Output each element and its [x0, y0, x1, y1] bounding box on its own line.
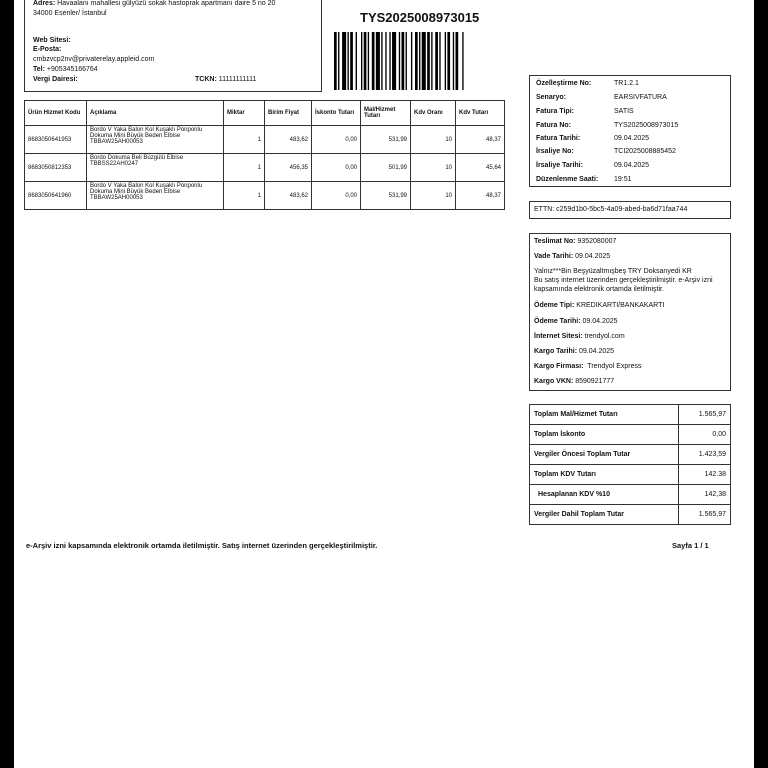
item-code: 8683050641960	[25, 182, 87, 210]
totals-row	[530, 445, 731, 465]
info-row	[530, 121, 730, 130]
item-vat-amount: 48,37	[456, 182, 505, 210]
footer-note: e-Arşiv izni kapsamında elektronik ortamda iletilmiştir. Satış internet üzerinden gerçekleştirilmiştir.	[26, 541, 378, 550]
barcode-bar	[361, 32, 362, 90]
barcode-bar	[456, 32, 459, 90]
item-description	[87, 182, 224, 210]
barcode-bar	[402, 32, 405, 90]
barcode-bar	[356, 32, 357, 90]
item-amount: 531,99	[361, 182, 411, 210]
delivery-no-label: Teslimat No:	[534, 238, 576, 245]
info-row	[530, 161, 730, 170]
address-line1: Havaalanı mahallesi gülyüzü sokak hastoprak apartmanı daire 5 no 20	[57, 0, 276, 7]
web-label: Web Sitesi:	[33, 37, 71, 44]
item-unit-price: 483,62	[265, 126, 312, 154]
item-unit-price: 456,35	[265, 154, 312, 182]
info-value: SATIS	[614, 108, 634, 115]
item-desc-line: TBBSS22AH0247	[90, 161, 139, 167]
ettn-box	[529, 201, 731, 219]
info-key: Fatura Tarihi:	[536, 135, 581, 142]
item-quantity: 1	[224, 154, 265, 182]
barcode-bar	[381, 32, 382, 90]
info-key: Fatura Tipi:	[536, 108, 574, 115]
barcode-bar	[376, 32, 380, 90]
header-vat-rate: Kdv Oranı	[411, 101, 456, 126]
header-description: Açıklama	[87, 101, 224, 126]
info-value: TYS2025008973015	[614, 122, 679, 129]
info-value: 19:51	[614, 176, 632, 183]
info-row	[530, 79, 730, 88]
item-description	[87, 126, 224, 154]
info-key: Fatura No:	[536, 122, 571, 129]
barcode-bar	[415, 32, 418, 90]
header-product-code: Ürün Hizmet Kodu	[25, 101, 87, 126]
items-header-row	[25, 101, 505, 126]
item-vat-rate: 10	[411, 126, 456, 154]
payment-type-label: Ödeme Tipi:	[534, 302, 575, 309]
header-unit-price: Birim Fiyat	[265, 101, 312, 126]
totals-label: Toplam İskonto	[530, 425, 679, 445]
payment-date-value: 09.04.2025	[582, 318, 618, 325]
item-vat-rate: 10	[411, 182, 456, 210]
barcode-bar	[385, 32, 386, 90]
info-row	[530, 134, 730, 143]
info-value: TR1.2.1	[614, 80, 639, 87]
info-key: Özelleştirme No:	[536, 80, 592, 87]
totals-label: Toplam KDV Tutarı	[530, 465, 679, 485]
header-amount: Mal/Hizmet Tutarı	[361, 101, 411, 126]
info-value: EARSIVFATURA	[614, 94, 667, 101]
email-label: E-Posta:	[33, 46, 62, 53]
table-row	[25, 182, 505, 210]
barcode-bar	[422, 32, 426, 90]
invoice-info-box	[529, 75, 731, 187]
phone-value: +905345166764	[46, 66, 98, 73]
info-value: TCI2025008885452	[614, 148, 676, 155]
item-vat-amount: 48,37	[456, 126, 505, 154]
sale-note-line2: kapsamında elektronik ortamda iletilmiştir.	[534, 286, 664, 293]
items-table	[24, 100, 505, 210]
item-code: 8683050812353	[25, 154, 87, 182]
barcode-bar	[338, 32, 339, 90]
item-description	[87, 154, 224, 182]
item-discount: 0,00	[312, 154, 361, 182]
delivery-info-box	[529, 233, 731, 391]
info-row	[530, 147, 730, 156]
website-label: İnternet Sitesi:	[534, 333, 583, 340]
header-vat-amount: Kdv Tutarı	[456, 101, 505, 126]
barcode-bar	[411, 32, 412, 90]
item-desc-line: TBBAW25AH00053	[90, 139, 143, 145]
item-vat-amount: 45,64	[456, 154, 505, 182]
item-code: 8683050641953	[25, 126, 87, 154]
item-vat-rate: 10	[411, 154, 456, 182]
barcode-bar	[392, 32, 396, 90]
invoice-number-header: TYS2025008973015	[360, 10, 480, 25]
totals-value: 1.423,59	[679, 445, 731, 465]
info-value: 09.04.2025	[614, 162, 650, 169]
cargo-vkn-value: 8590921777	[575, 378, 615, 385]
header-discount: İskonto Tutarı	[312, 101, 361, 126]
barcode-bar	[435, 32, 438, 90]
totals-row	[530, 505, 731, 525]
due-date-label: Vade Tarihi:	[534, 253, 574, 260]
address-line2: 34000 Esenler/ İstanbul	[33, 10, 107, 17]
info-row	[530, 107, 730, 116]
amount-in-words: Yalnız***Bin Beşyüzaltmışbeş TRY Doksanyedi KR	[534, 268, 692, 275]
info-key: Senaryo:	[536, 94, 566, 101]
totals-value: 0,00	[679, 425, 731, 445]
barcode-bar	[447, 32, 450, 90]
info-row	[530, 175, 730, 184]
totals-label: Vergiler Öncesi Toplam Tutar	[530, 445, 679, 465]
seller-info-box	[24, 0, 322, 92]
due-date-value: 09.04.2025	[575, 253, 611, 260]
item-discount: 0,00	[312, 126, 361, 154]
item-desc-line: Bordo Dokuma Beli Büzgülü Elbise	[90, 155, 184, 161]
barcode-bar	[439, 32, 440, 90]
item-desc-line: TBBAW25AH00053	[90, 195, 143, 201]
info-key: İrsaliye Tarihi:	[536, 162, 583, 169]
barcode-bar	[342, 32, 346, 90]
table-row	[25, 154, 505, 182]
barcode-bar	[348, 32, 349, 90]
page-number: Sayfa 1 / 1	[672, 541, 709, 550]
item-amount: 531,99	[361, 126, 411, 154]
info-value: 09.04.2025	[614, 135, 650, 142]
totals-value: 1.565,97	[679, 405, 731, 425]
totals-label: Vergiler Dahil Toplam Tutar	[530, 505, 679, 525]
barcode-bar	[462, 32, 463, 90]
payment-type-value: KREDIKARTI/BANKAKARTI	[576, 302, 665, 309]
cargo-company-value: Trendyol Express	[587, 363, 642, 370]
cargo-vkn-label: Kargo VKN:	[534, 378, 574, 385]
barcode-bar	[372, 32, 375, 90]
totals-row	[530, 405, 731, 425]
sale-note-line1: Bu satış internet üzerinden gerçekleştirilmiştir. e-Arşiv izni	[534, 277, 713, 284]
barcode-bar	[350, 32, 353, 90]
barcode-bar	[431, 32, 432, 90]
totals-value: 142,38	[679, 485, 731, 505]
barcode-bar	[364, 32, 367, 90]
barcode-bar	[453, 32, 454, 90]
cargo-date-label: Kargo Tarihi:	[534, 348, 578, 355]
totals-row	[530, 465, 731, 485]
barcode-bar	[389, 32, 390, 90]
item-desc-line: Bordo V Yaka Balon Kol Kuşaklı Ponponlu	[90, 183, 203, 189]
barcode-bar	[334, 32, 337, 90]
barcode-bar	[445, 32, 446, 90]
item-unit-price: 483,62	[265, 182, 312, 210]
barcode-bar	[406, 32, 407, 90]
totals-label: Hesaplanan KDV %10	[530, 485, 679, 505]
ettn-value: ETTN: c259d1b0-5bc5-4a09-abed-ba6d71faa744	[534, 206, 688, 213]
item-quantity: 1	[224, 182, 265, 210]
barcode-image	[334, 32, 504, 90]
info-row	[530, 93, 730, 102]
cargo-company-label: Kargo Firması:	[534, 363, 584, 370]
info-key: Düzenlenme Saati:	[536, 176, 599, 183]
cargo-date-value: 09.04.2025	[579, 348, 615, 355]
item-desc-line: Bordo V Yaka Balon Kol Kuşaklı Ponponlu	[90, 127, 203, 133]
address-label: Adres:	[33, 0, 56, 7]
item-desc-line: Dokuma Mini Büyük Beden Elbise	[90, 133, 181, 139]
item-quantity: 1	[224, 126, 265, 154]
totals-table	[529, 404, 731, 525]
header-quantity: Miktar	[224, 101, 265, 126]
barcode-bar	[399, 32, 400, 90]
website-value: trendyol.com	[584, 333, 625, 340]
tax-office-label: Vergi Dairesi:	[33, 76, 78, 83]
tckn-label: TCKN:	[195, 76, 217, 83]
totals-value: 142.38	[679, 465, 731, 485]
email-value: cmbzvcp2nv@privaterelay.appleid.com	[33, 56, 155, 63]
barcode-bar	[419, 32, 420, 90]
item-amount: 501,99	[361, 154, 411, 182]
totals-row	[530, 425, 731, 445]
phone-label: Tel:	[33, 66, 45, 73]
totals-row	[530, 485, 731, 505]
barcode-bar	[427, 32, 430, 90]
info-key: İrsaliye No:	[536, 148, 574, 155]
tckn-value: 11111111111	[218, 76, 257, 83]
totals-label: Toplam Mal/Hizmet Tutarı	[530, 405, 679, 425]
payment-date-label: Ödeme Tarihi:	[534, 318, 581, 325]
item-desc-line: Dokuma Mini Büyük Beden Elbise	[90, 189, 181, 195]
barcode-bar	[368, 32, 369, 90]
delivery-no-value: 9352080007	[577, 238, 617, 245]
totals-value: 1.565,97	[679, 505, 731, 525]
table-row	[25, 126, 505, 154]
item-discount: 0,00	[312, 182, 361, 210]
